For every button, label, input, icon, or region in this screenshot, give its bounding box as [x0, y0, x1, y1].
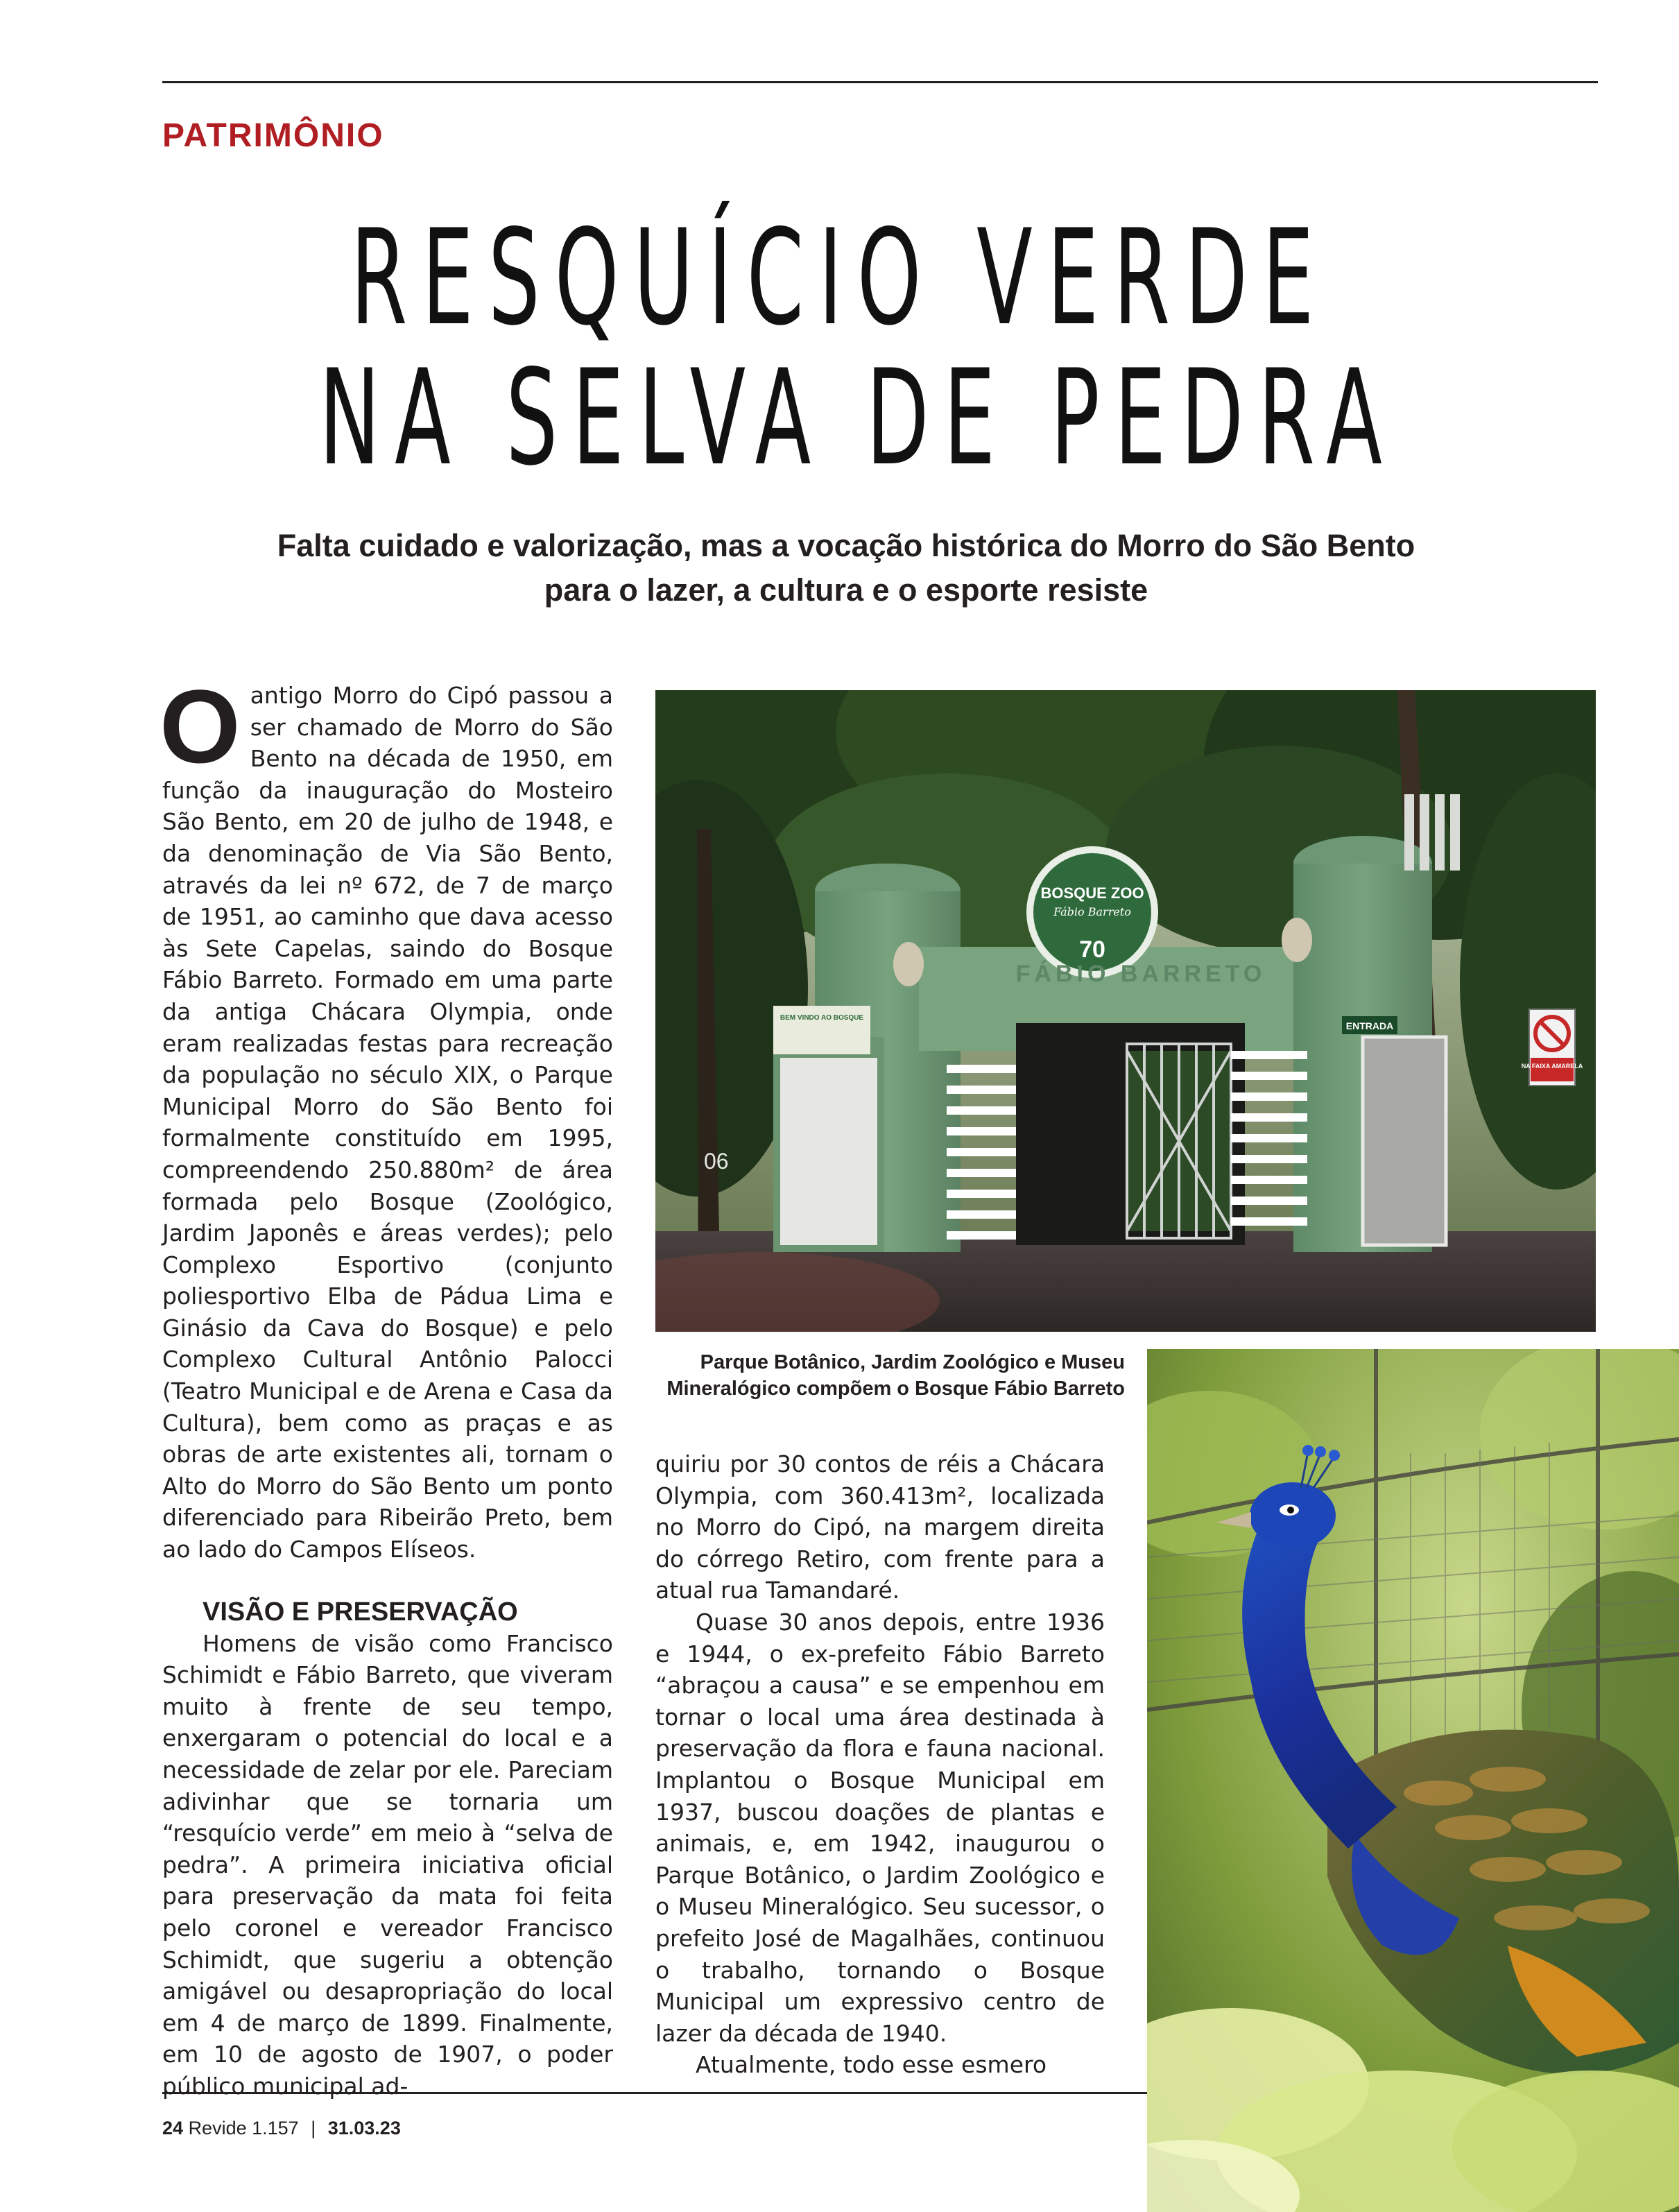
drop-cap: O [160, 668, 241, 785]
peacock-illustration [1147, 1349, 1679, 2212]
deck [229, 524, 1463, 612]
article-column-1 [160, 668, 613, 2102]
folio [162, 2118, 401, 2139]
headline-line-2: NA SELVA DE PEDRA [318, 341, 1397, 495]
caption-line-2: Mineralógico compõem o Bosque Fábio Barreto [666, 1378, 1125, 1400]
sign-number: 70 [1079, 936, 1105, 963]
page-number: 24 [162, 2118, 184, 2138]
photo-caption [652, 1349, 1125, 1402]
deck-line-1: Falta cuidado e valorização, mas a vocação histórica do Morro do São Bento [277, 528, 1415, 563]
top-rule [162, 81, 1598, 83]
headline [0, 201, 1679, 495]
article-subhead: VISÃO E PRESERVAÇÃO [203, 1597, 518, 1627]
issue-date: 31.03.23 [327, 2118, 401, 2138]
caption-line-1: Parque Botânico, Jardim Zoológico e Museu [700, 1351, 1125, 1373]
gate-name: FÁBIO BARRETO [1015, 961, 1266, 987]
article-paragraph-2-continued: quiriu por 30 contos de réis a Chácara Olympia, com 360.413m², localizada no Morro do Cipó, na margem direita do córrego Retiro, com frente para a atual rua Tamandaré. [655, 1450, 1105, 1604]
article-column-2 [655, 1448, 1105, 2081]
article-paragraph-2: Homens de visão como Francisco Schimidt e Fábio Barreto, que viveram muito à frente de seu tempo, enxergaram o potencial do local e a necessidade de zelar por ele. Pareciam adivinhar que se tornaria um “resquício verde” em meio à “selva de pedra”. A primeira iniciativa oficial para preservação da mata foi feita pelo coronel e vereador Francisco Schimidt, que sugeriu a obtenção amigável ou desapropriação do local em 4 de março de 1899. Finalmente, em 10 de agosto de 1907, o poder público municipal ad- [162, 1629, 613, 2100]
headline-line-1: RESQUÍCIO VERDE [350, 201, 1329, 354]
bosque-gate-illustration [655, 690, 1596, 1332]
sign-bosque-sub: Fábio Barreto [1053, 905, 1131, 918]
article-paragraph-4: Atualmente, todo esse esmero [696, 2051, 1047, 2079]
folio-separator: | [311, 2118, 316, 2138]
article-paragraph-3: Quase 30 anos depois, entre 1936 e 1944, o ex-prefeito Fábio Barreto “abraçou a causa” e se empenhou em tornar o local uma área destinada à preservação da flora e fauna nacional. Implantou o Bosque Municipal em 1937, buscou doações de plantas e animais, e, em 1942, inaugurou o Parque Botânico, o Jardim Zoológico e o Museu Mineralógico. Seu sucessor, o prefeito José de Magalhães, continuou o trabalho, tornando o Bosque Municipal um expressivo centro de lazer da década de 1940. [655, 1608, 1105, 2047]
peacock-photo [1147, 1349, 1679, 2212]
wall-number: 06 [704, 1149, 729, 1174]
bosque-gate-photo [655, 690, 1596, 1332]
section-label: PATRIMÔNIO [162, 117, 384, 154]
article-paragraph-1-text: antigo Morro do Cipó passou a ser chamado de Morro do São Bento na década de 1950, em função da inauguração do Mosteiro São Bento, em 20 de julho de 1948, e da denominação de Via São Bento, através da lei nº 672, de 7 de março de 1951, ao caminho que dava acesso às Sete Capelas, saindo do Bosque Fábio Barreto. Formado em uma parte da antiga Chácara Olympia, onde eram realizadas festas para recreação da população no século XIX, o Parque Municipal Morro do São Bento foi formalmente constituído em 1995, compreendendo 250.880m² de área formada pelo Bosque (Zoológico, Jardim Japonês e áreas verdes); pelo Complexo Esportivo (conjunto poliesportivo Elba de Pádua Lima e Ginásio da Cava do Bosque) e pelo Complexo Cultural Antônio Palocci (Teatro Municipal e de Arena e Casa da Cultura), bem como as praças e as obras de arte existentes ali, tornam o Alto do Morro do São Bento um ponto diferenciado para Ribeirão Preto, bem ao lado do Campos Elíseos. [162, 682, 613, 1563]
sign-welcome: BEM VINDO AO BOSQUE [780, 1014, 864, 1022]
magazine-issue: Revide 1.157 [188, 2118, 299, 2138]
deck-line-2: para o lazer, a cultura e o esporte resiste [544, 572, 1148, 608]
sign-faixa: NA FAIXA AMARELA [1521, 1063, 1583, 1070]
article-paragraph-1 [160, 668, 613, 1566]
sign-entrada: ENTRADA [1345, 1020, 1394, 1031]
bottom-rule [162, 2092, 1147, 2094]
sign-bosque-zoo: BOSQUE ZOO [1040, 884, 1144, 902]
